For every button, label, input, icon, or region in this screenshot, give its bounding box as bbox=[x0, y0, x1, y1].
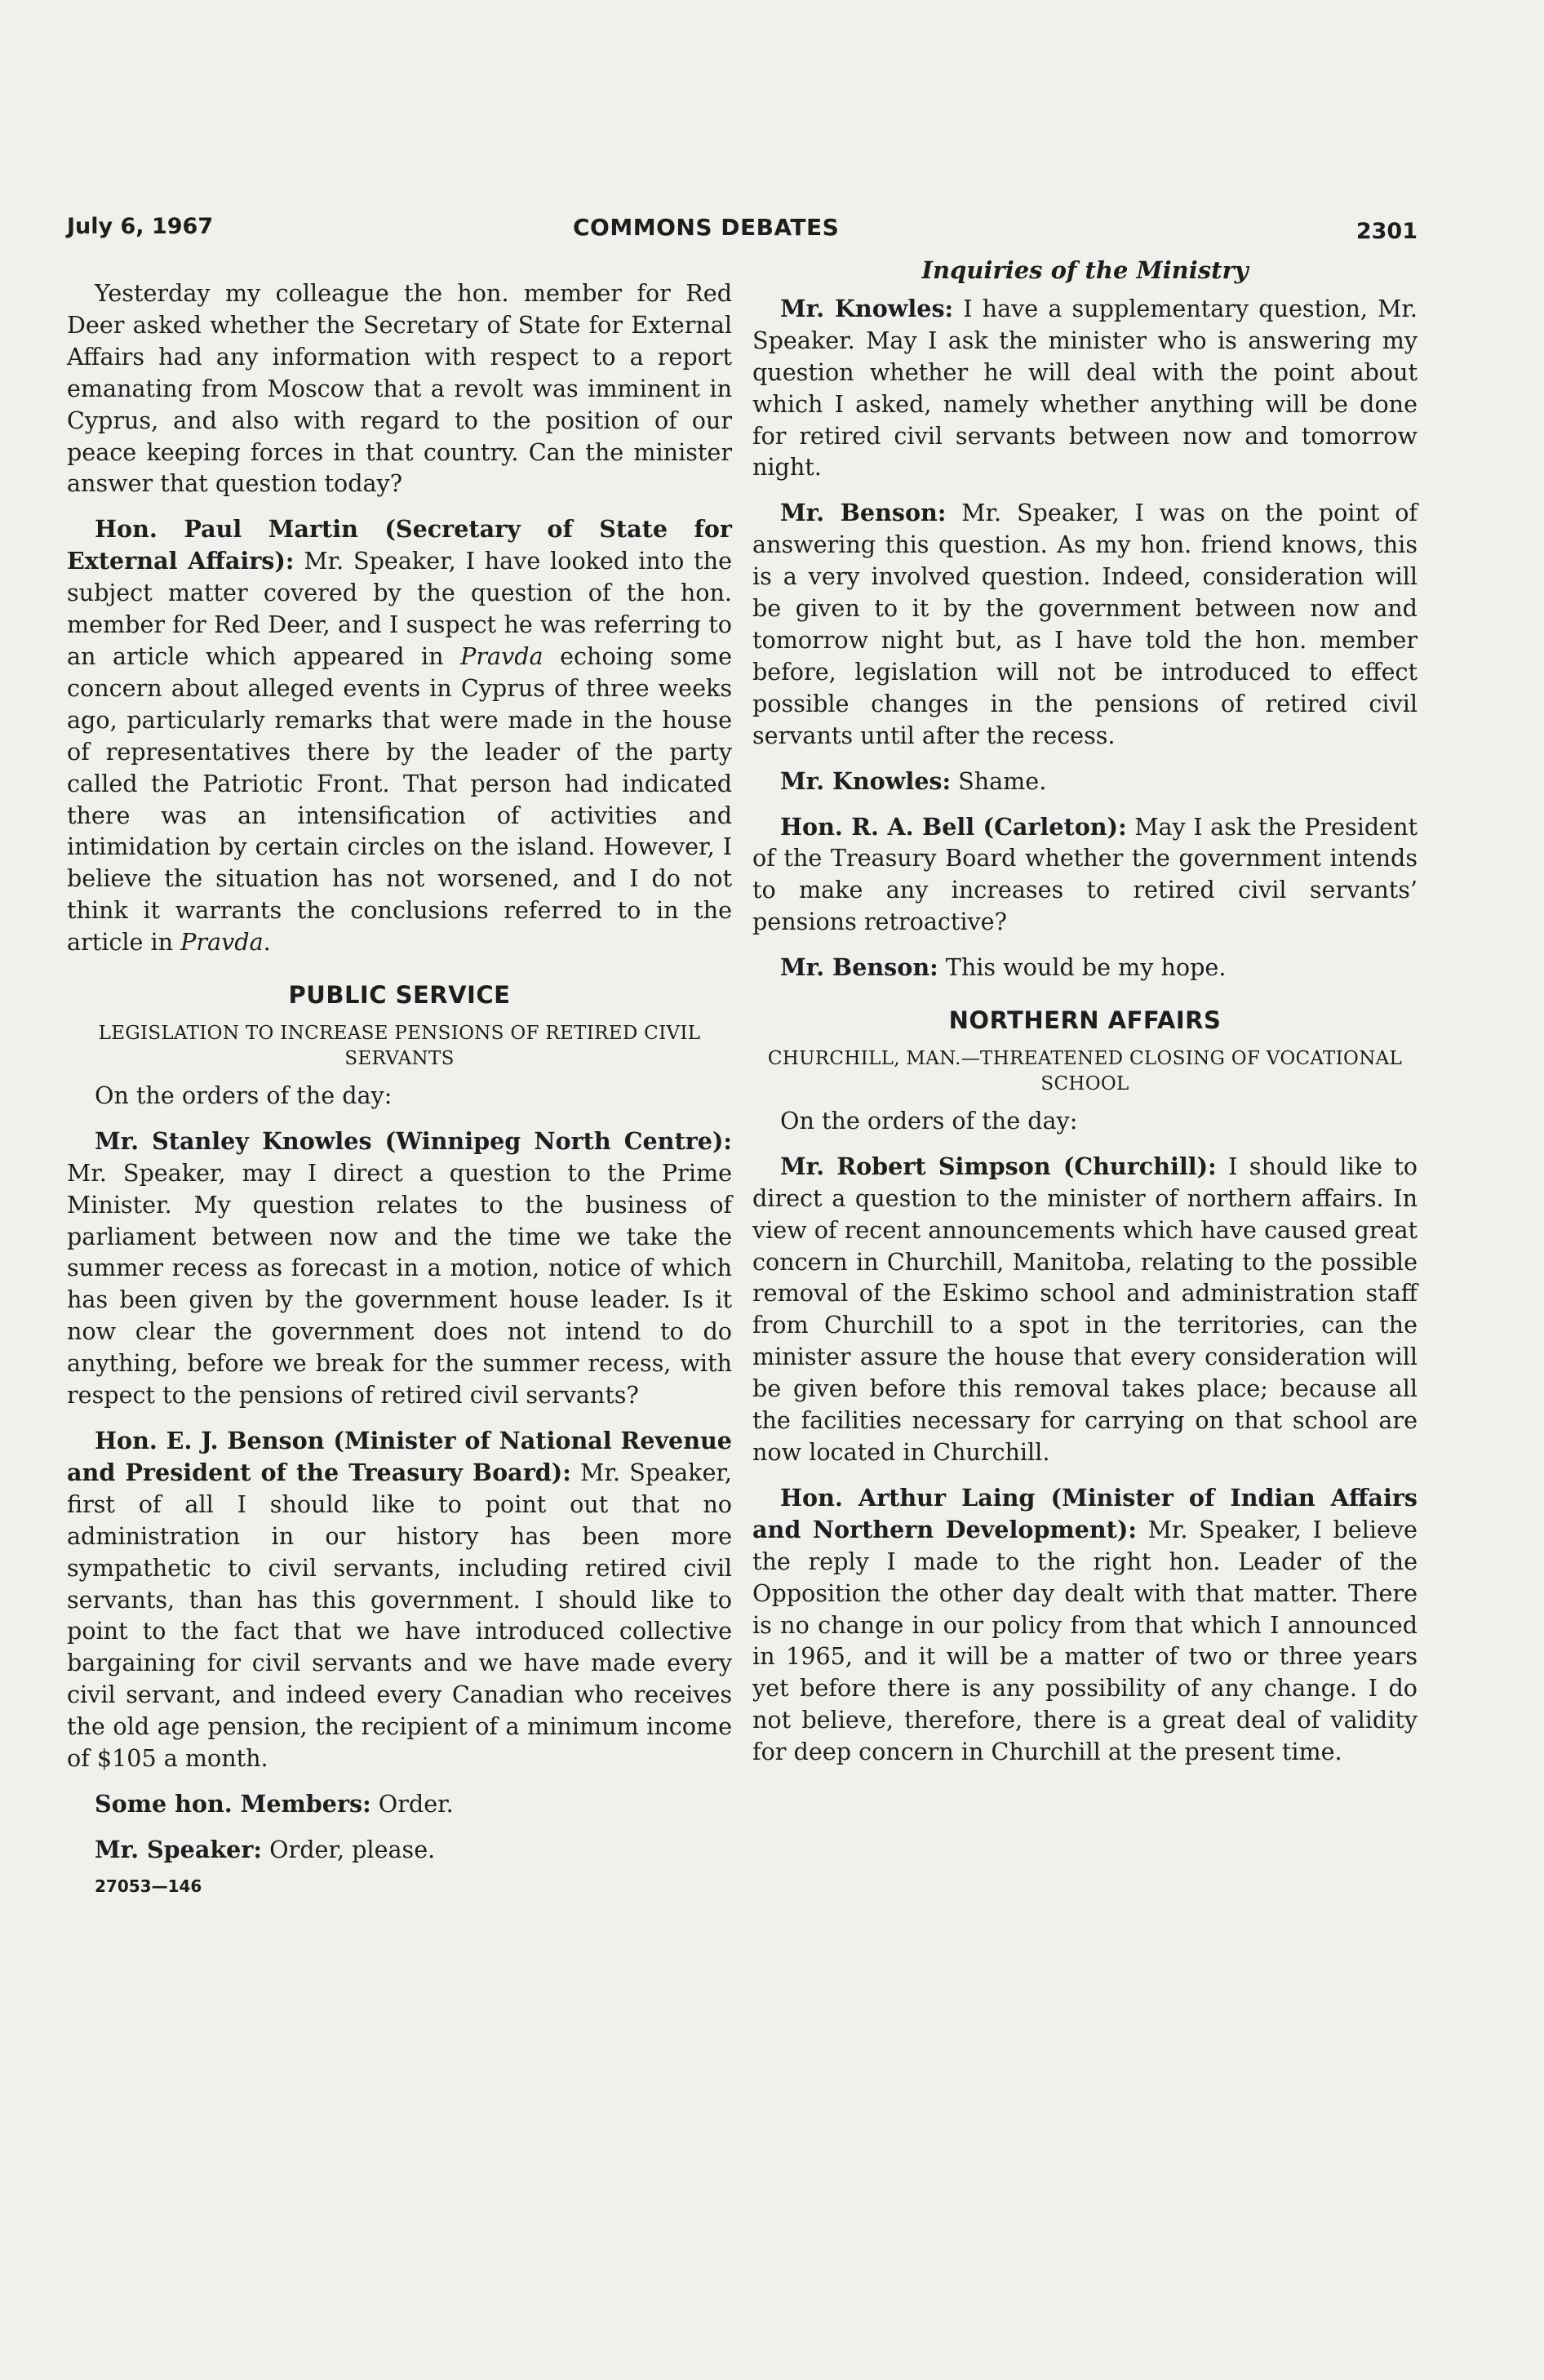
speech-text: I should like to direct a question to the minister of northern affairs. In view of recent announcements which have caused great concern in Churchill, Manitoba, relating to the possible removal of the Eskimo school and administration staff from Churchill to a spot in the territories, can the minister assure the house that every consideration will be given before this removal takes place; because all the facilities necessary for carrying on that school are now located in Churchill. bbox=[752, 1152, 1418, 1466]
print-code: 27053—146 bbox=[95, 1876, 202, 1896]
orders-line: On the orders of the day: bbox=[95, 1081, 393, 1109]
speech-text: Mr. Speaker, I was on the point of answering this question. As my hon. friend knows, this is a very involved question. Indeed, consideration will be given to it by the government between now and tomorrow night but, as I have told the hon. member before, legislation will not be introduced to effect possible changes in the pensions of retired civil servants until after the recess. bbox=[752, 499, 1418, 749]
header-date: July 6, 1967 bbox=[67, 214, 214, 239]
speech bbox=[752, 497, 1418, 751]
speech-text: . bbox=[263, 928, 271, 957]
speaker-name: Mr. Stanley Knowles (Winnipeg North Centre): bbox=[95, 1126, 732, 1155]
section-title: PUBLIC SERVICE bbox=[288, 981, 511, 1010]
speech bbox=[67, 1834, 732, 1866]
speech-text: Mr. Speaker, first of all I should like to point out that no administration in our history has been more sympathetic to civil servants, including retired civil servants, than has this government. I should like to point to the fact that we have introduced collective bargaining for civil servants and we have made every civil servant, and indeed every Canadian who receives the old age pension, the recipient of a minimum income of $105 a month. bbox=[67, 1458, 732, 1773]
speech bbox=[67, 1788, 732, 1820]
speaker-name: Mr. Speaker: bbox=[95, 1835, 262, 1863]
header-title: COMMONS DEBATES bbox=[573, 214, 840, 241]
paragraph bbox=[67, 278, 732, 500]
speech-text: Order, please. bbox=[262, 1835, 436, 1863]
speech-text: Shame. bbox=[951, 766, 1047, 795]
speech bbox=[752, 766, 1418, 797]
speech-text: Mr. Speaker, I believe the reply I made to the right hon. Leader of the Opposition the other day dealt with that matter. There is no change in our policy from that which I announced in 1965, and it will be a matter of two or three years yet before there is any possibility of any change. I do not believe, therefore, there is a great deal of validity for deep concern in Churchill at the present time. bbox=[752, 1515, 1418, 1766]
emphasis-text: Pravda bbox=[460, 642, 544, 670]
speech-text: May I ask the President of the Treasury Board whether the government intends to make any increases to retired civil servants’ pensions retroactive? bbox=[752, 812, 1418, 936]
left-column bbox=[67, 278, 732, 1903]
speech bbox=[752, 952, 1418, 984]
speech-text: echoing some concern about alleged events in Cyprus of three weeks ago, particularly remarks that were made in the house of representatives there by the leader of the party called the Patriotic Front. That person had indicated there was an intensification of activities and intimidation by certain circles on the island. However, I believe the situation has not worsened, and I do not think it warrants the conclusions referred to in the article in bbox=[67, 642, 732, 957]
speaker-name: Hon. Arthur Laing (Minister of Indian Affairs and Northern Development): bbox=[752, 1483, 1418, 1543]
speech-text: Mr. Speaker, may I direct a question to the Prime Minister. My question relates to the business of parliament between now and the time we take the summer recess as forecast in a motion, notice of which has been given by the government house leader. Is it now clear the government does not intend to do anything, before we break for the summer recess, with respect to the pensions of retired civil servants? bbox=[67, 1158, 732, 1410]
page-number: 2301 bbox=[1355, 219, 1418, 244]
speaker-name: Some hon. Members: bbox=[95, 1789, 371, 1818]
speaker-name: Mr. Knowles: bbox=[780, 294, 954, 322]
emphasis-text: Pravda bbox=[180, 928, 264, 957]
speech bbox=[752, 1151, 1418, 1468]
speaker-name: Hon. R. A. Bell (Carleton): bbox=[780, 812, 1127, 841]
speaker-name: Mr. Benson: bbox=[780, 499, 947, 527]
speech-text: This would be my hope. bbox=[938, 953, 1227, 982]
section-title: NORTHERN AFFAIRS bbox=[948, 1006, 1222, 1035]
speaker-name: Mr. Benson: bbox=[780, 953, 938, 982]
speech-text: Mr. Speaker, I have looked into the subject matter covered by the question of the hon. member for Red Deer, and I suspect he was referring to an article which appeared in bbox=[67, 547, 732, 670]
speech-text: I have a supplementary question, Mr. Speaker. May I ask the minister who is answering my question whether he will deal with the point about which I asked, namely whether anything will be done for retired civil servants between now and tomorrow night. bbox=[752, 294, 1418, 482]
speaker-name: Mr. Robert Simpson (Churchill): bbox=[780, 1152, 1217, 1180]
speech bbox=[752, 293, 1418, 483]
speech bbox=[67, 513, 732, 958]
right-column bbox=[752, 255, 1418, 1782]
speaker-name: Hon. E. J. Benson (Minister of National Revenue and President of the Treasury Board): bbox=[67, 1427, 732, 1486]
section-subtitle: LEGISLATION TO INCREASE PENSIONS OF RETIRED CIVIL SERVANTS bbox=[98, 1022, 701, 1069]
speech bbox=[67, 1126, 732, 1411]
paragraph-text: Yesterday my colleague the hon. member for Red Deer asked whether the Secretary of State for External Affairs had any information with respect to a report emanating from Moscow that a revolt was imminent in Cyprus, and also with regard to the position of our peace keeping forces in that country. Can the minister answer that question today? bbox=[67, 279, 732, 498]
running-head: Inquiries of the Ministry bbox=[921, 256, 1249, 284]
speech bbox=[752, 811, 1418, 939]
speech bbox=[67, 1425, 732, 1774]
page-header bbox=[67, 214, 1418, 255]
speech-text: Order. bbox=[370, 1789, 454, 1818]
speech bbox=[752, 1482, 1418, 1768]
section-subtitle: CHURCHILL, MAN.—THREATENED CLOSING OF VOCATIONAL SCHOOL bbox=[767, 1047, 1403, 1095]
orders-line: On the orders of the day: bbox=[780, 1106, 1078, 1134]
speaker-name: Hon. Paul Martin (Secretary of State for External Affairs): bbox=[67, 515, 732, 575]
speaker-name: Mr. Knowles: bbox=[780, 766, 952, 795]
